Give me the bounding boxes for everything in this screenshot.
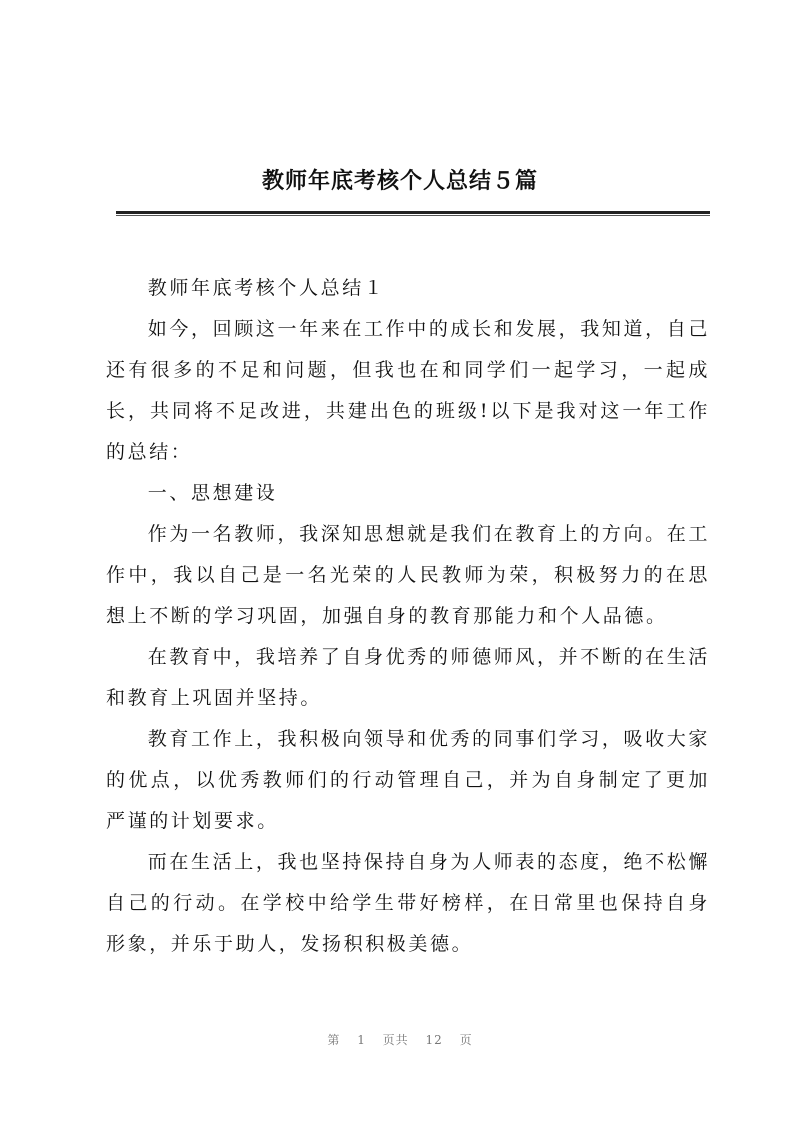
document-body	[106, 268, 710, 965]
subsection-heading: 一、思想建设	[147, 482, 278, 504]
paragraph: 而在生活上，我也坚持保持自身为人师表的态度，绝不松懈自己的行动。在学校中给学生带好榜样，在日常里也保持自身形象，并乐于助人，发扬积积极美德。	[106, 851, 710, 955]
footer-label-ye: 页	[459, 1033, 473, 1047]
paragraph: 教育工作上，我积极向领导和优秀的同事们学习，吸收大家的优点，以优秀教师们的行动管理自己，并为自身制定了更加严谨的计划要求。	[106, 728, 710, 832]
title-divider	[116, 211, 710, 216]
paragraph: 作为一名教师，我深知思想就是我们在教育上的方向。在工作中，我以自己是一名光荣的人民教师为荣，积极努力的在思想上不断的学习巩固，加强自身的教育那能力和个人品德。	[106, 523, 710, 627]
paragraph: 如今，回顾这一年来在工作中的成长和发展，我知道，自己还有很多的不足和问题，但我也在和同学们一起学习，一起成长，共同将不足改进，共建出色的班级!以下是我对这一年工作的总结：	[106, 318, 710, 463]
document-title: 教师年底考核个人总结５篇	[261, 168, 538, 194]
footer-label-ye-gong: 页共	[382, 1033, 409, 1047]
page-footer	[0, 1031, 800, 1048]
footer-current-page: 1	[357, 1033, 366, 1047]
paragraph: 在教育中，我培养了自身优秀的师德师风，并不断的在生活和教育上巩固并坚持。	[106, 646, 710, 709]
footer-label-di: 第	[327, 1033, 341, 1047]
footer-total-pages: 12	[425, 1033, 443, 1047]
section-heading: 教师年底考核个人总结１	[147, 277, 386, 299]
